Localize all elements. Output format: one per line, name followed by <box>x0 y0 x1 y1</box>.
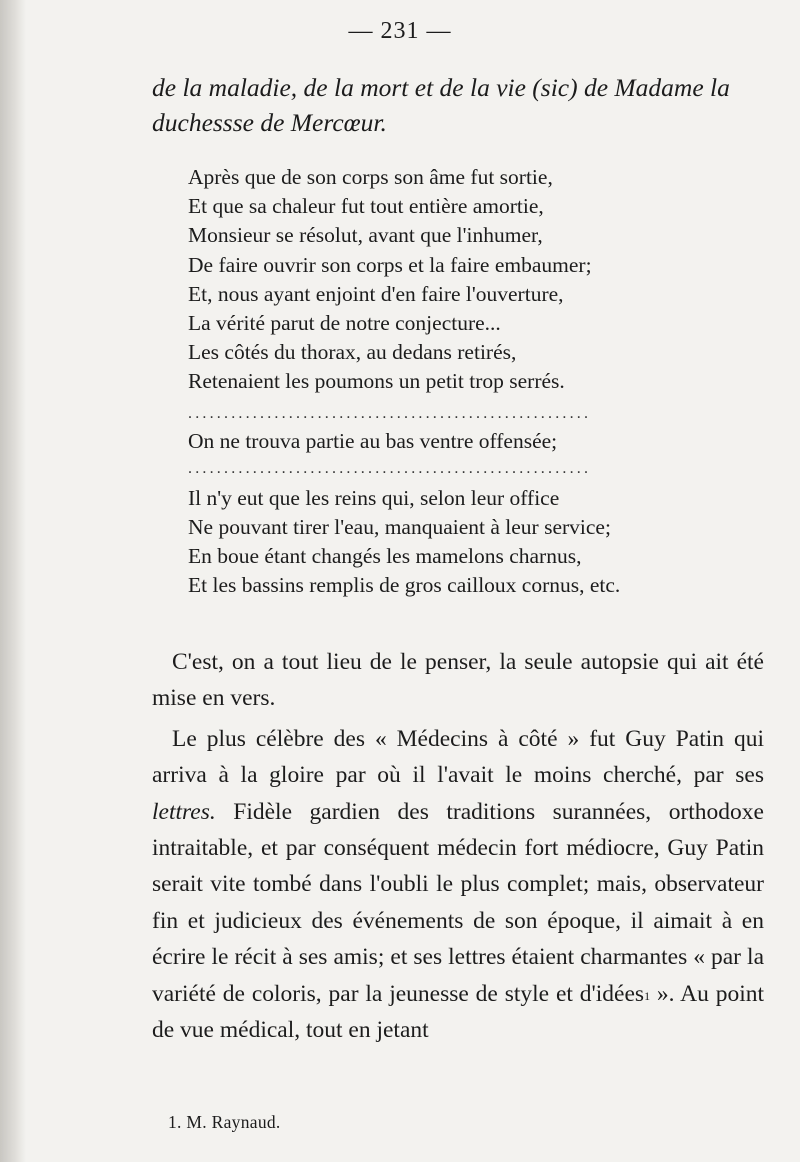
ellipsis-row: ........................................................ <box>188 459 592 477</box>
poem-stanza-3 <box>188 484 748 601</box>
poem-line: Et les bassins remplis de gros cailloux cornus, etc. <box>188 573 621 598</box>
body-text <box>152 644 764 1048</box>
poem-line: De faire ouvrir son corps et la faire embaumer; <box>188 252 592 277</box>
poem-line: En boue étant changés les mamelons charnus, <box>188 544 582 569</box>
poem <box>188 163 748 601</box>
paragraph <box>152 721 764 1049</box>
paragraph: C'est, on a tout lieu de le penser, la seule autopsie qui ait été mise en vers. <box>152 649 764 712</box>
ellipsis-row: ........................................................ <box>188 404 592 422</box>
poem-line: Retenaient les poumons un petit trop serrés. <box>188 369 565 394</box>
poem-line: Et, nous ayant enjoint d'en faire l'ouverture, <box>188 281 564 306</box>
paragraph-text: ». Au point de vue médical, tout en jetant <box>152 980 765 1044</box>
page-number: — 231 — <box>348 18 452 44</box>
italic-term: lettres. <box>152 798 216 825</box>
poem-line: La vérité parut de notre conjecture... <box>188 311 501 336</box>
poem-line: On ne trouva partie au bas ventre offensée; <box>188 428 558 453</box>
footnote: 1. M. Raynaud. <box>168 1112 281 1132</box>
section-heading: de la maladie, de la mort et de la vie (sic) de Madame la duchessse de Mercœur. <box>152 73 730 137</box>
paragraph-text: Fidèle gardien des traditions surannées, orthodoxe intraitable, et par conséquent médecin fort médiocre, Guy Patin serait vite tombé dans l'oubli le plus complet; mais, observateur fin et judicieux des événements de son époque, il aimait à en écrire le récit à ses amis; et ses lettres étaient charmantes « par la variété de coloris, par la jeunesse de style et d'idées <box>152 798 764 1007</box>
binding-shadow <box>0 0 26 1162</box>
poem-line: Les côtés du thorax, au dedans retirés, <box>188 340 517 365</box>
paragraph-text: Le plus célèbre des « Médecins à côté » fut Guy Patin qui arriva à la gloire par où il l'avait le moins cherché, par ses <box>152 725 764 789</box>
poem-line: Ne pouvant tirer l'eau, manquaient à leur service; <box>188 515 611 540</box>
poem-line: Et que sa chaleur fut tout entière amortie, <box>188 194 544 219</box>
footnote-marker: 1 <box>644 988 651 1003</box>
poem-line: Après que de son corps son âme fut sortie, <box>188 165 553 189</box>
poem-stanza-1 <box>188 163 748 397</box>
poem-line: Il n'y eut que les reins qui, selon leur office <box>188 485 560 510</box>
poem-line: Monsieur se résolut, avant que l'inhumer, <box>188 223 543 248</box>
